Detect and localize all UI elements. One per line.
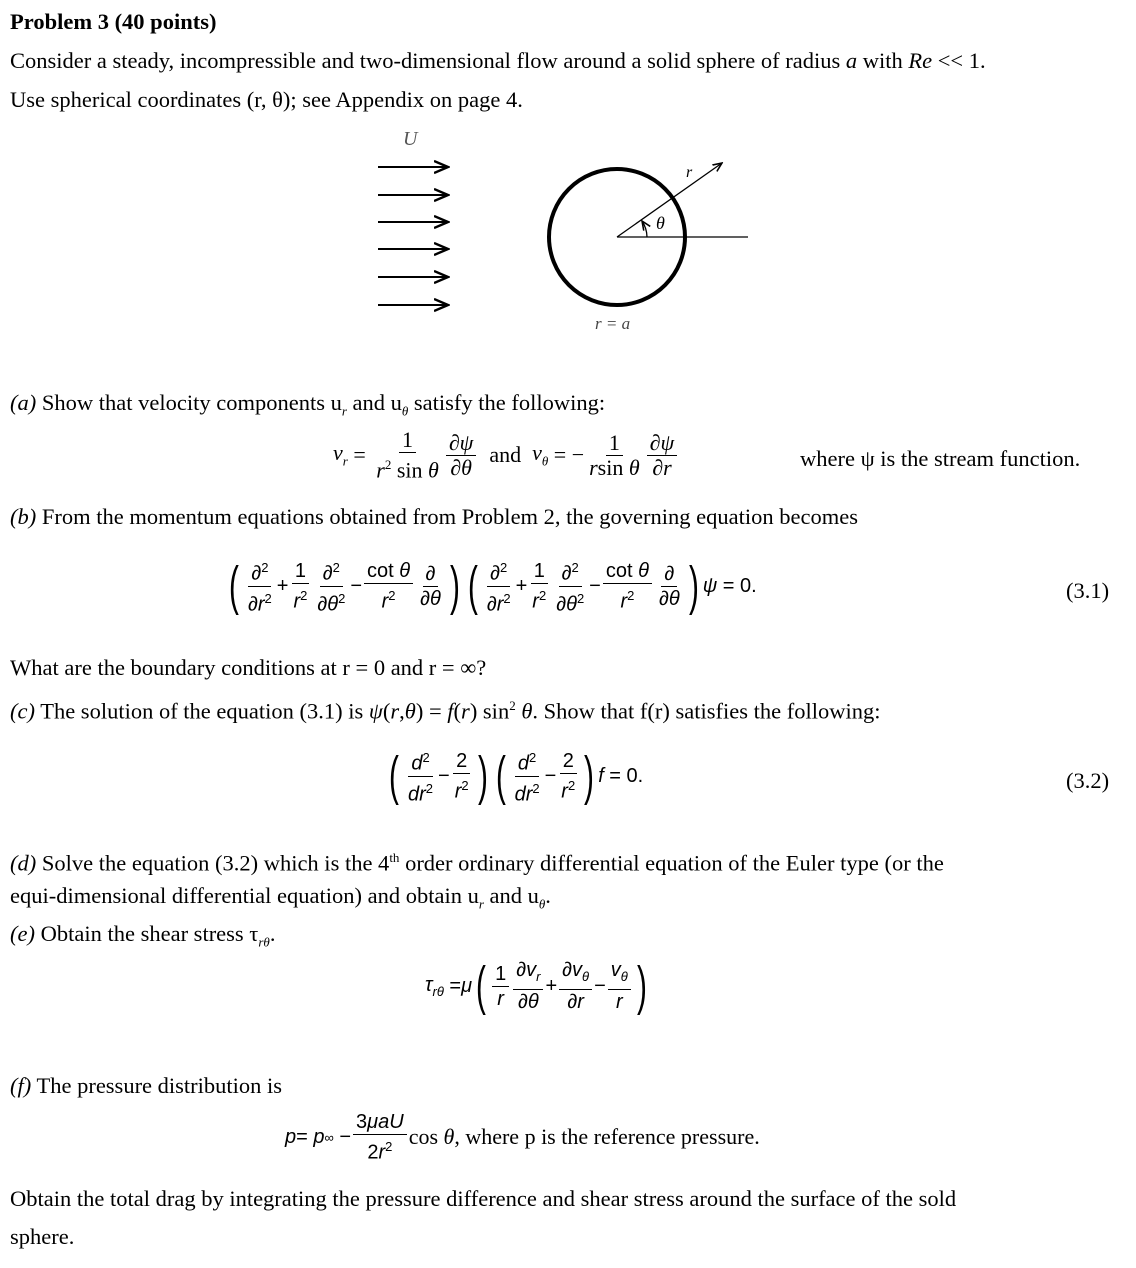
drag-question-line-1: Obtain the total drag by integrating the pressure difference and shear stress around the surface of the sold <box>10 1186 957 1211</box>
u-label: U <box>403 128 418 150</box>
sphere-flow-figure <box>370 125 770 340</box>
flow-arrows <box>378 167 448 305</box>
euler-equation: ( $\frac{d^2}{dr^2}$ − $\frac{2}{r^2}$ ) ( $\frac{d^2}{dr^2}$ − $\frac{2}{r^2}$ ) f = 0. <box>389 746 644 807</box>
intro-line-1: Consider a steady, incompressible and two-dimensional flow around a solid sphere of radius a with Re << 1. <box>10 48 986 73</box>
stream-function-note: where ψ is the stream function. <box>800 446 1081 471</box>
theta-label: θ <box>656 213 665 233</box>
intro-line-2: Use spherical coordinates (r, θ); see Appendix on page 4. <box>10 87 523 112</box>
part-e-text: (e) Obtain the shear stress $\tau_{r\theta}$. <box>10 921 276 950</box>
boundary-condition-question: What are the boundary conditions at r = 0 and r = ∞? <box>10 655 487 680</box>
part-a-text: (a) Show that velocity components $u_r$ and $u_\theta$ satisfy the following: <box>10 390 606 419</box>
theta-arc <box>642 221 647 237</box>
part-b-text: (b) From the momentum equations obtained from Problem 2, the governing equation becomes <box>10 504 858 529</box>
pressure-equation: p = p ∞ − $\frac{\text{3μaU}}{2r^2}$ cos θ , where p is the reference pressure. <box>285 1111 760 1164</box>
part-d-text: (d) Solve the equation (3.2) which is the 4th order ordinary differential equation of the Euler type (or the <box>10 850 944 876</box>
eq-number-3-2: (3.2) <box>1066 768 1110 793</box>
velocity-equations: $v_r$ = $\frac{1}{r^2 \sin \theta}$ $\frac{\partial\psi}{\partial\theta}$ and $v_\theta$ = − $\frac{1}{\text{rsin θ}}$ $\frac{\partial\psi}{\partial r}$ <box>333 428 679 482</box>
governing-equation: ( $\frac{\partial^2}{\partial r^2}$ + $\frac{1}{r^2}$ $\frac{\partial^2}{\partial\theta^2}$ − $\frac{\text{cot θ}}{r^2}$ $\frac{\partial}{\partial\theta}$ ) ( $\frac{\partial^2}{\partial r^2}$ + $\frac{1}{r^2}$ $\frac{\partial^2}{\partial\theta^2}$ − $\frac{\text{cot θ}}{r^2}$ $\frac{\partial}{\partial\theta}$ ) ψ = 0. <box>229 556 757 617</box>
part-f-text: (f) The pressure distribution is <box>10 1073 283 1098</box>
part-c-text: (c) The solution of the equation (3.1) is ψ(r,θ) = f(r) $\sin^2 \theta$. Show that f(r) satisfies the following: <box>10 698 881 724</box>
radius-line <box>617 163 722 237</box>
r-label: r <box>686 164 693 181</box>
shear-stress-equation: $\tau_{r\theta}$ = μ ( $\frac{1}{r}$ $\frac{\partial v_r}{\partial\theta}$ + $\frac{\partial v_\theta}{\partial r}$ − $\frac{v_\theta}{r}$ ) <box>425 956 647 1016</box>
eq-number-3-1: (3.1) <box>1066 578 1110 603</box>
surface-label: r = a <box>595 314 631 333</box>
problem-title: Problem 3 (40 points) <box>10 9 217 34</box>
part-d-line-2: equi-dimensional differential equation) and obtain $u_r$ and $u_\theta$. <box>10 883 551 912</box>
drag-question-line-2: sphere. <box>10 1224 75 1249</box>
